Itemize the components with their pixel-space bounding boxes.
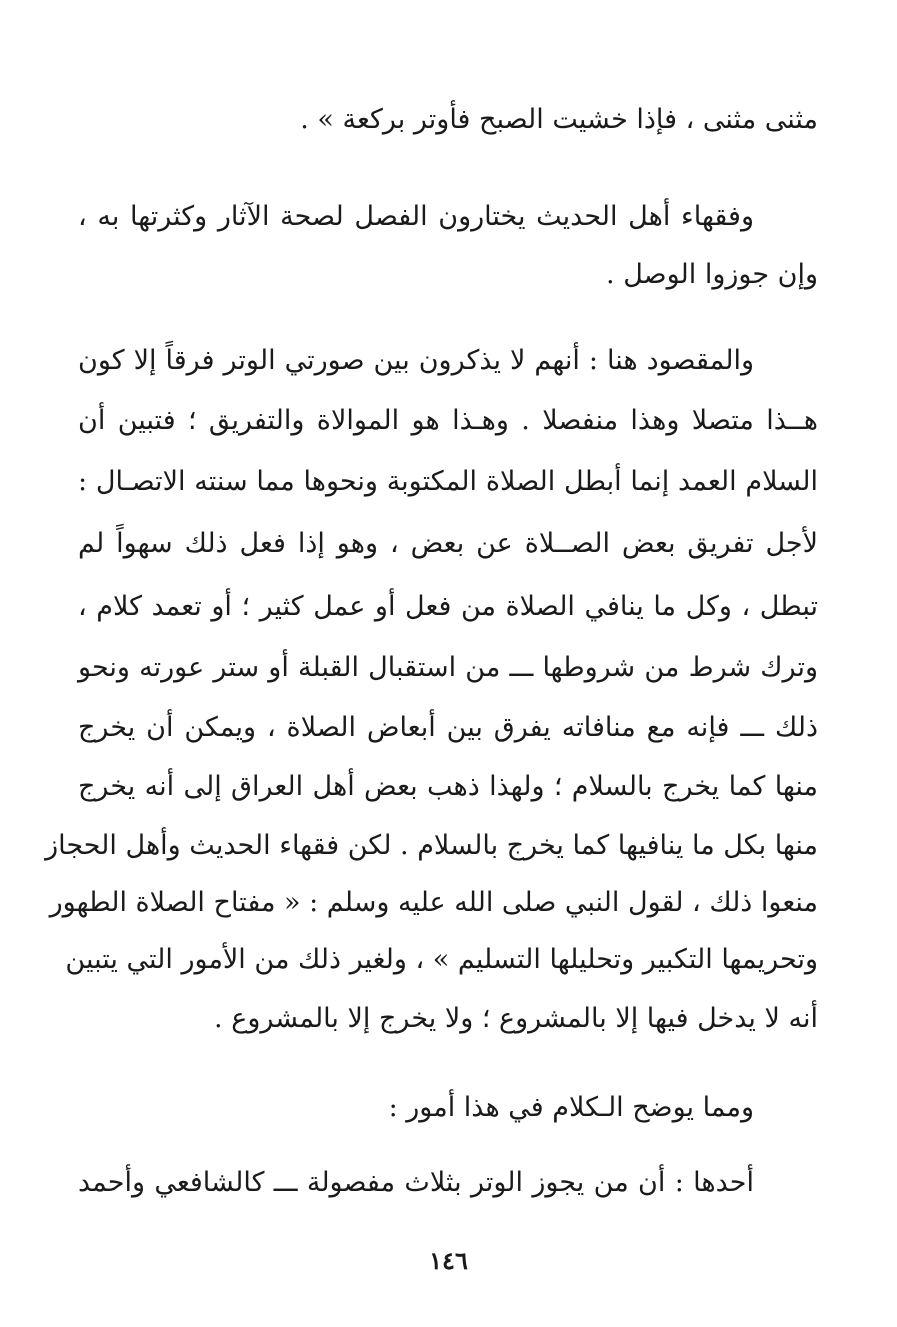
text-line: منعوا ذلك ، لقول النبي صلى الله عليه وسلم : « مفتاح الصلاة الطهور <box>49 887 818 918</box>
text-line: والمقصود هنا : أنهم لا يذكرون بين صورتي الوتر فرقاً إلا كون <box>78 345 754 376</box>
text-line: أحدها : أن من يجوز الوتر بثلاث مفصولة ـــ كالشافعي وأحمد <box>78 1167 754 1198</box>
text-line: منها كما يخرج بالسلام ؛ ولهذا ذهب بعض أهل العراق إلى أنه يخرج <box>78 771 818 802</box>
text-line: السلام العمد إنما أبطل الصلاة المكتوبة ونحوها مما سنته الاتصـال : <box>78 466 818 497</box>
text-line: تبطل ، وكل ما ينافي الصلاة من فعل أو عمل كثير ؛ أو تعمد كلام ، <box>78 591 818 622</box>
text-line: أنه لا يدخل فيها إلا بالمشروع ؛ ولا يخرج إلا بالمشروع . <box>214 1003 818 1034</box>
text-line: وفقهاء أهل الحديث يختارون الفصل لصحة الآثار وكثرتها به ، <box>78 201 754 232</box>
text-line: وترك شرط من شروطها ـــ من استقبال القبلة أو ستر عورته ونحو <box>78 652 818 683</box>
text-line: لأجل تفريق بعض الصــلاة عن بعض ، وهو إذا فعل ذلك سهواً لم <box>78 528 818 559</box>
text-line: هــذا متصلا وهذا منفصلا . وهـذا هو الموالاة والتفريق ؛ فتبين أن <box>78 405 818 436</box>
text-line: مثنى مثنى ، فإذا خشيت الصبح فأوتر بركعة » . <box>300 104 818 135</box>
text-line: ذلك ـــ فإنه مع منافاته يفرق بين أبعاض الصلاة ، ويمكن أن يخرج <box>78 712 818 743</box>
text-line: منها بكل ما ينافيها كما يخرج بالسلام . لكن فقهاء الحديث وأهل الحجاز <box>45 830 818 861</box>
text-line: ومما يوضح الـكلام في هذا أمور : <box>388 1092 754 1123</box>
text-line: وإن جوزوا الوصل . <box>606 259 818 290</box>
page-number: ١٤٦ <box>429 1246 468 1275</box>
text-line: وتحريمها التكبير وتحليلها التسليم » ، ولغير ذلك من الأمور التي يتبين <box>65 944 818 975</box>
